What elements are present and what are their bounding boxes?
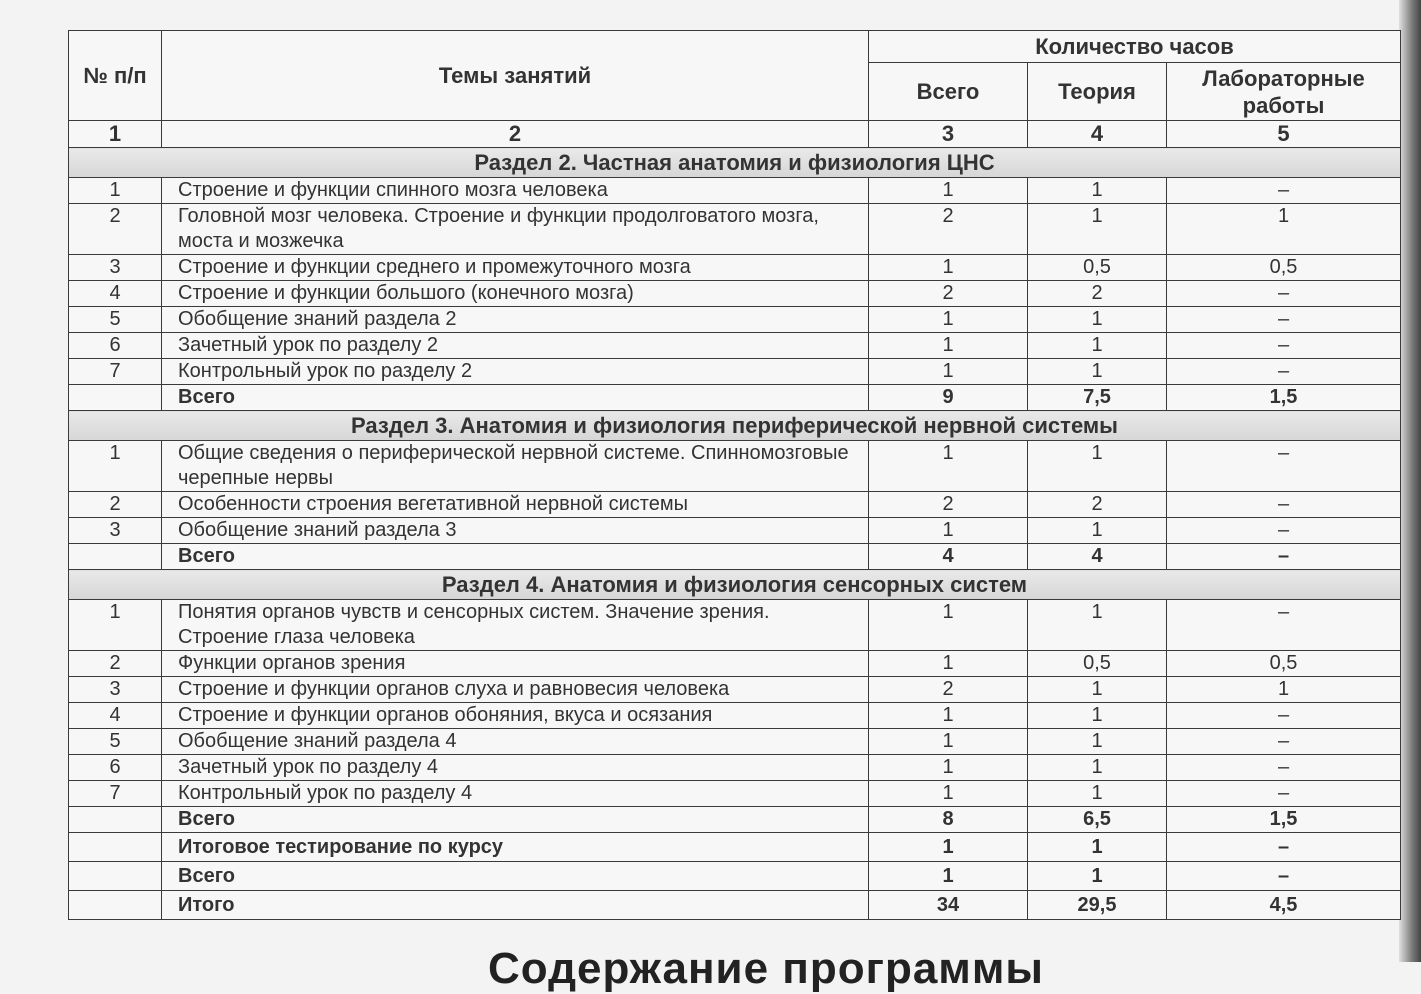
column-number: 5: [1167, 121, 1401, 148]
row-lab-hours: –: [1167, 518, 1401, 544]
row-lab-hours: –: [1167, 333, 1401, 359]
row-number: 6: [69, 333, 162, 359]
final-theory-hours: 1: [1028, 833, 1167, 862]
section-theory-hours: 6,5: [1028, 807, 1167, 833]
final-row-label: Всего: [162, 862, 869, 891]
row-lab-hours: –: [1167, 600, 1401, 651]
final-row-label: Итого: [162, 891, 869, 920]
row-lab-hours: –: [1167, 729, 1401, 755]
row-number: 3: [69, 677, 162, 703]
row-topic: Строение и функции большого (конечного мозга): [162, 281, 869, 307]
row-total-hours: 1: [869, 518, 1028, 544]
row-topic: Понятия органов чувств и сенсорных систем. Значение зрения. Строение глаза человека: [162, 600, 869, 651]
row-theory-hours: 0,5: [1028, 255, 1167, 281]
row-lab-hours: –: [1167, 781, 1401, 807]
row-lab-hours: 0,5: [1167, 651, 1401, 677]
table-row: [69, 255, 1401, 281]
row-lab-hours: –: [1167, 492, 1401, 518]
section-total-label: Всего: [162, 544, 869, 570]
section-total-hours: 4: [869, 544, 1028, 570]
header-lab: Лабораторные работы: [1167, 63, 1401, 121]
row-topic: Головной мозг человека. Строение и функции продолговатого мозга, моста и мозжечка: [162, 204, 869, 255]
row-total-hours: 2: [869, 281, 1028, 307]
row-topic: Общие сведения о периферической нервной системе. Спинномозговые черепные нервы: [162, 441, 869, 492]
header-total: Всего: [869, 63, 1028, 121]
row-topic: Обобщение знаний раздела 2: [162, 307, 869, 333]
row-topic: Строение и функции органов слуха и равновесия человека: [162, 677, 869, 703]
row-total-hours: 1: [869, 359, 1028, 385]
column-number-row: [69, 121, 1401, 148]
final-row: [69, 862, 1401, 891]
final-lab-hours: 4,5: [1167, 891, 1401, 920]
hours-table: [68, 30, 1401, 920]
row-topic: Зачетный урок по разделу 2: [162, 333, 869, 359]
table-row: [69, 651, 1401, 677]
table-row: [69, 204, 1401, 255]
row-lab-hours: –: [1167, 281, 1401, 307]
section-header-row: [69, 148, 1401, 178]
table-row: [69, 307, 1401, 333]
row-theory-hours: 1: [1028, 518, 1167, 544]
row-topic: Строение и функции спинного мозга человека: [162, 178, 869, 204]
final-lab-hours: –: [1167, 833, 1401, 862]
row-number: 2: [69, 204, 162, 255]
row-theory-hours: 1: [1028, 755, 1167, 781]
row-theory-hours: 2: [1028, 492, 1167, 518]
row-theory-hours: 0,5: [1028, 651, 1167, 677]
row-number: 4: [69, 281, 162, 307]
section-header-row: [69, 411, 1401, 441]
table-row: [69, 178, 1401, 204]
final-total-hours: 1: [869, 833, 1028, 862]
table-row: [69, 781, 1401, 807]
row-topic: Обобщение знаний раздела 4: [162, 729, 869, 755]
row-theory-hours: 1: [1028, 703, 1167, 729]
row-theory-hours: 1: [1028, 600, 1167, 651]
row-lab-hours: –: [1167, 441, 1401, 492]
row-total-hours: 2: [869, 204, 1028, 255]
row-topic: Обобщение знаний раздела 3: [162, 518, 869, 544]
table-row: [69, 441, 1401, 492]
row-lab-hours: 1: [1167, 677, 1401, 703]
row-number-empty: [69, 544, 162, 570]
table-row: [69, 281, 1401, 307]
section-total-row: [69, 385, 1401, 411]
row-lab-hours: –: [1167, 178, 1401, 204]
table-body: [69, 121, 1401, 920]
section-title: Раздел 4. Анатомия и физиология сенсорных систем: [69, 570, 1401, 600]
row-number: 7: [69, 781, 162, 807]
row-total-hours: 1: [869, 441, 1028, 492]
row-number-empty: [69, 862, 162, 891]
column-number: 2: [162, 121, 869, 148]
row-theory-hours: 1: [1028, 359, 1167, 385]
row-theory-hours: 2: [1028, 281, 1167, 307]
row-total-hours: 1: [869, 729, 1028, 755]
row-topic: Функции органов зрения: [162, 651, 869, 677]
section-total-label: Всего: [162, 385, 869, 411]
section-total-hours: 9: [869, 385, 1028, 411]
row-total-hours: 1: [869, 333, 1028, 359]
section-header-row: [69, 570, 1401, 600]
row-total-hours: 2: [869, 492, 1028, 518]
section-lab-hours: 1,5: [1167, 807, 1401, 833]
section-lab-hours: –: [1167, 544, 1401, 570]
section-title: Раздел 2. Частная анатомия и физиология ЦНС: [69, 148, 1401, 178]
section-total-row: [69, 807, 1401, 833]
section-theory-hours: 4: [1028, 544, 1167, 570]
next-page-heading: Содержание программы: [488, 944, 1044, 993]
row-theory-hours: 1: [1028, 677, 1167, 703]
row-total-hours: 1: [869, 651, 1028, 677]
row-topic: Строение и функции органов обоняния, вкуса и осязания: [162, 703, 869, 729]
section-theory-hours: 7,5: [1028, 385, 1167, 411]
row-topic: Особенности строения вегетативной нервной системы: [162, 492, 869, 518]
row-lab-hours: –: [1167, 755, 1401, 781]
row-number: 1: [69, 178, 162, 204]
section-lab-hours: 1,5: [1167, 385, 1401, 411]
row-number: 1: [69, 441, 162, 492]
row-number: 5: [69, 729, 162, 755]
final-total-hours: 34: [869, 891, 1028, 920]
column-number: 3: [869, 121, 1028, 148]
row-lab-hours: 0,5: [1167, 255, 1401, 281]
row-number: 3: [69, 518, 162, 544]
row-theory-hours: 1: [1028, 307, 1167, 333]
row-topic: Контрольный урок по разделу 2: [162, 359, 869, 385]
table-row: [69, 518, 1401, 544]
final-total-hours: 1: [869, 862, 1028, 891]
header-theory: Теория: [1028, 63, 1167, 121]
row-theory-hours: 1: [1028, 441, 1167, 492]
header-number: № п/п: [69, 31, 162, 121]
row-number: 3: [69, 255, 162, 281]
scan-edge-shadow: [1399, 0, 1421, 962]
row-total-hours: 1: [869, 178, 1028, 204]
header-topic: Темы занятий: [162, 31, 869, 121]
section-total-label: Всего: [162, 807, 869, 833]
row-number-empty: [69, 891, 162, 920]
row-topic: Контрольный урок по разделу 4: [162, 781, 869, 807]
final-row-label: Итоговое тестирование по курсу: [162, 833, 869, 862]
row-number-empty: [69, 385, 162, 411]
final-theory-hours: 29,5: [1028, 891, 1167, 920]
final-row: [69, 833, 1401, 862]
table-row: [69, 359, 1401, 385]
row-number-empty: [69, 807, 162, 833]
section-total-row: [69, 544, 1401, 570]
row-theory-hours: 1: [1028, 333, 1167, 359]
row-lab-hours: –: [1167, 359, 1401, 385]
row-theory-hours: 1: [1028, 729, 1167, 755]
row-number: 4: [69, 703, 162, 729]
row-number: 2: [69, 651, 162, 677]
table-row: [69, 600, 1401, 651]
column-number: 4: [1028, 121, 1167, 148]
row-lab-hours: –: [1167, 307, 1401, 333]
row-topic: Зачетный урок по разделу 4: [162, 755, 869, 781]
section-title: Раздел 3. Анатомия и физиология периферической нервной системы: [69, 411, 1401, 441]
row-number-empty: [69, 833, 162, 862]
column-number: 1: [69, 121, 162, 148]
row-total-hours: 1: [869, 703, 1028, 729]
row-lab-hours: –: [1167, 703, 1401, 729]
row-number: 1: [69, 600, 162, 651]
table-row: [69, 333, 1401, 359]
row-total-hours: 2: [869, 677, 1028, 703]
row-topic: Строение и функции среднего и промежуточного мозга: [162, 255, 869, 281]
table-row: [69, 729, 1401, 755]
final-theory-hours: 1: [1028, 862, 1167, 891]
row-total-hours: 1: [869, 755, 1028, 781]
row-number: 7: [69, 359, 162, 385]
row-theory-hours: 1: [1028, 781, 1167, 807]
row-theory-hours: 1: [1028, 204, 1167, 255]
row-lab-hours: 1: [1167, 204, 1401, 255]
table-row: [69, 492, 1401, 518]
row-total-hours: 1: [869, 781, 1028, 807]
table-row: [69, 677, 1401, 703]
header-hours: Количество часов: [869, 31, 1401, 63]
row-total-hours: 1: [869, 600, 1028, 651]
row-number: 6: [69, 755, 162, 781]
final-lab-hours: –: [1167, 862, 1401, 891]
row-total-hours: 1: [869, 255, 1028, 281]
row-number: 5: [69, 307, 162, 333]
table-row: [69, 755, 1401, 781]
section-total-hours: 8: [869, 807, 1028, 833]
row-number: 2: [69, 492, 162, 518]
row-theory-hours: 1: [1028, 178, 1167, 204]
table-row: [69, 703, 1401, 729]
row-total-hours: 1: [869, 307, 1028, 333]
final-row: [69, 891, 1401, 920]
